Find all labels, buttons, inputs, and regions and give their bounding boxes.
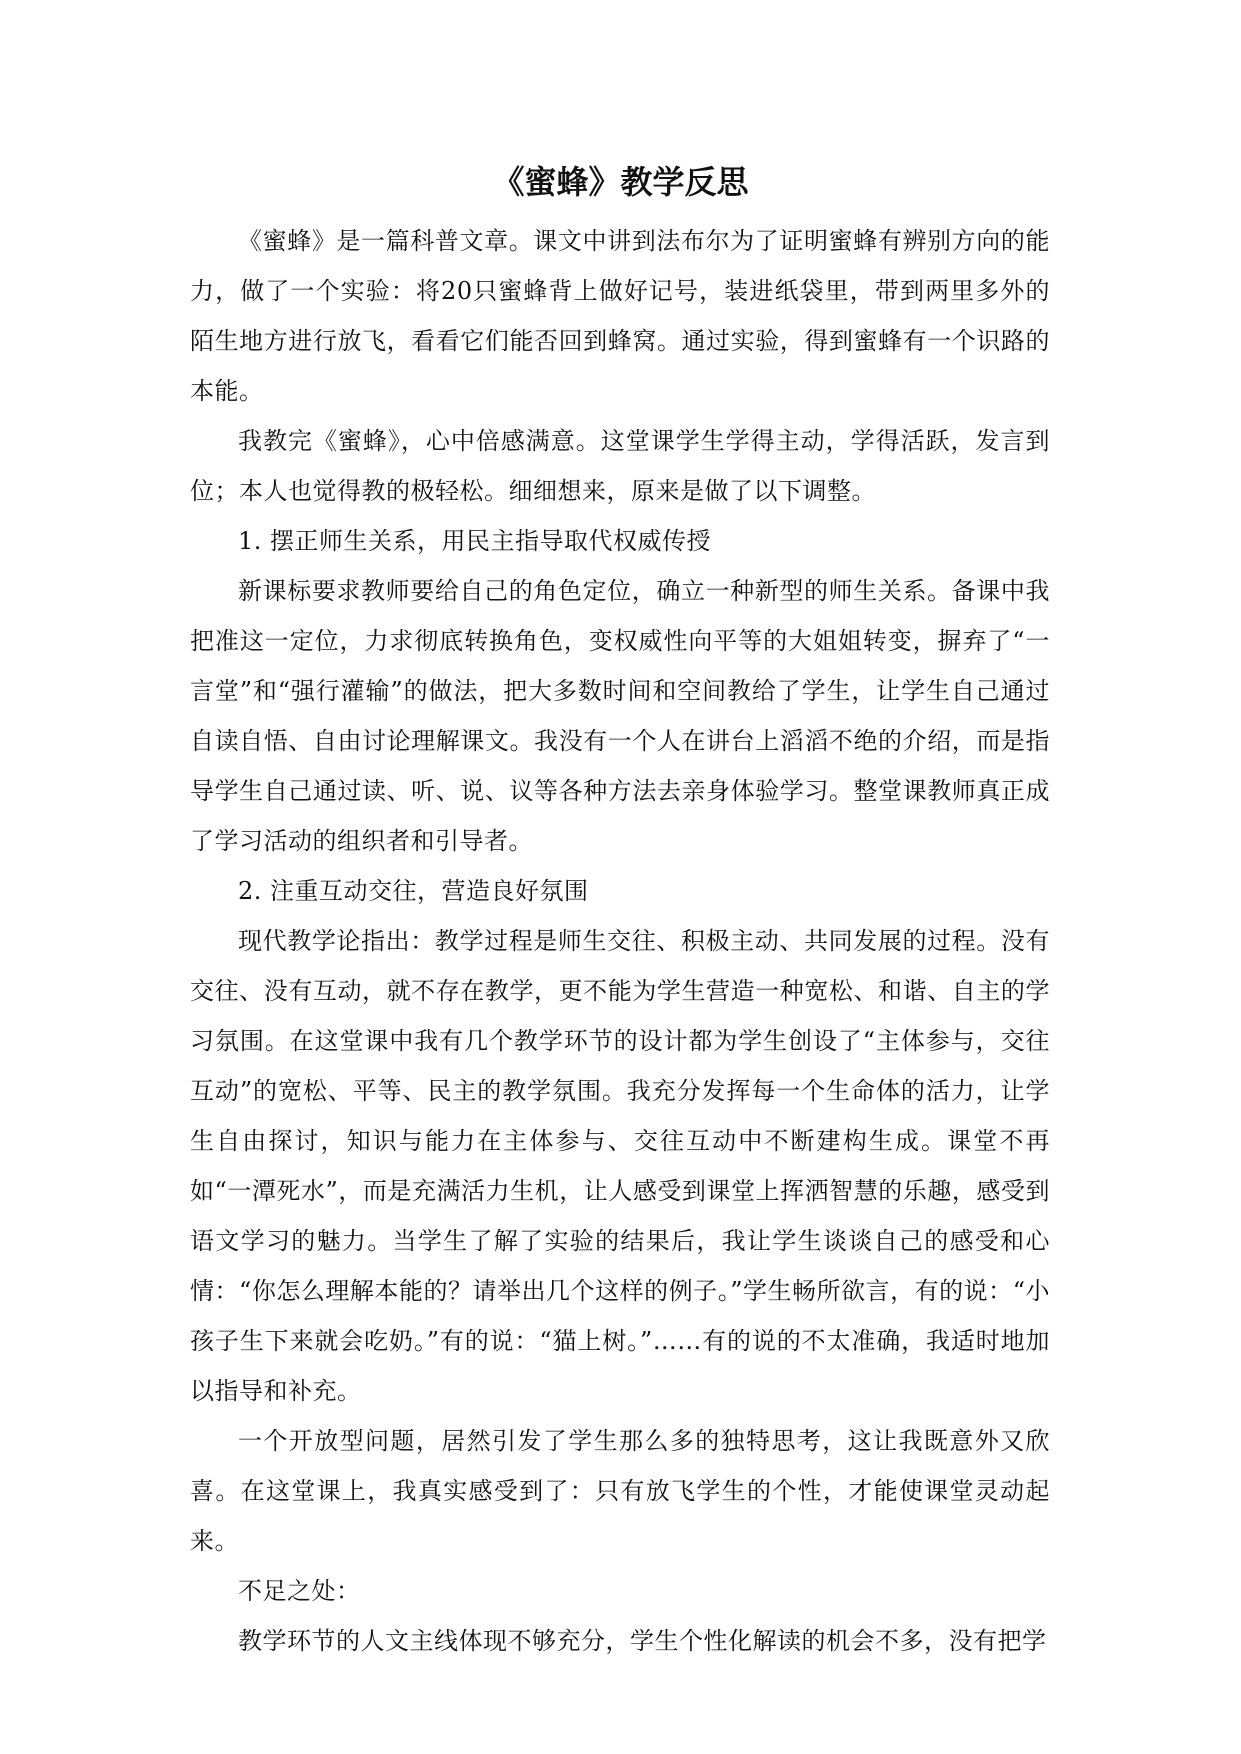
paragraph-section-2: 现代教学论指出：教学过程是师生交往、积极主动、共同发展的过程。没有交往、没有互动，就不存在教学，更不能为学生营造一种宽松、和谐、自主的学习氛围。在这堂课中我有几个教学环节的设计都为学生创设了“主体参与，交往互动”的宽松、平等、民主的教学氛围。我充分发挥每一个生命体的活力，让学生自由探讨，知识与能力在主体参与、交往互动中不断建构生成。课堂不再如“一潭死水”，而是充满活力生机，让人感受到课堂上挥洒智慧的乐趣，感受到语文学习的魅力。当学生了解了实验的结果后，我让学生谈谈自己的感受和心情：“你怎么理解本能的？请举出几个这样的例子。”学生畅所欲言，有的说：“小孩子生下来就会吃奶。”有的说：“猫上树。”……有的说的不太准确，我适时地加以指导和补充。 [190,927,1050,1405]
section-heading-2: 2. 注重互动交往，营造良好氛围 [238,877,589,905]
paragraph-section-1: 新课标要求教师要给自己的角色定位，确立一种新型的师生关系。备课中我把准这一定位，力求彻底转换角色，变权威性向平等的大姐姐转变，摒弃了“一言堂”和“强行灌输”的做法，把大多数时间和空间教给了学生，让学生自己通过自读自悟、自由讨论理解课文。我没有一个人在讲台上滔滔不绝的介绍，而是指导学生自己通过读、听、说、议等各种方法去亲身体验学习。整堂课教师真正成了学习活动的组织者和引导者。 [190,577,1050,855]
document-body [190,216,1050,1666]
paragraph-reflection: 一个开放型问题，居然引发了学生那么多的独特思考，这让我既意外又欣喜。在这堂课上，我真实感受到了：只有放飞学生的个性，才能使课堂灵动起来。 [190,1427,1050,1555]
paragraph-intro: 《蜜蜂》是一篇科普文章。课文中讲到法布尔为了证明蜜蜂有辨别方向的能力，做了一个实验：将20只蜜蜂背上做好记号，装进纸袋里，带到两里多外的陌生地方进行放飞，看看它们能否回到蜂窝。通过实验，得到蜜蜂有一个识路的本能。 [190,227,1050,405]
paragraph-shortcomings: 教学环节的人文主线体现不够充分，学生个性化解读的机会不多，没有把学 [238,1627,1047,1655]
shortcomings-heading: 不足之处： [238,1577,361,1605]
paragraph-overview: 我教完《蜜蜂》，心中倍感满意。这堂课学生学得主动，学得活跃，发言到位；本人也觉得教的极轻松。细细想来，原来是做了以下调整。 [190,427,1050,505]
document-title: 《蜜蜂》教学反思 [492,163,749,201]
section-heading-1: 1. 摆正师生关系，用民主指导取代权威传授 [238,527,712,555]
